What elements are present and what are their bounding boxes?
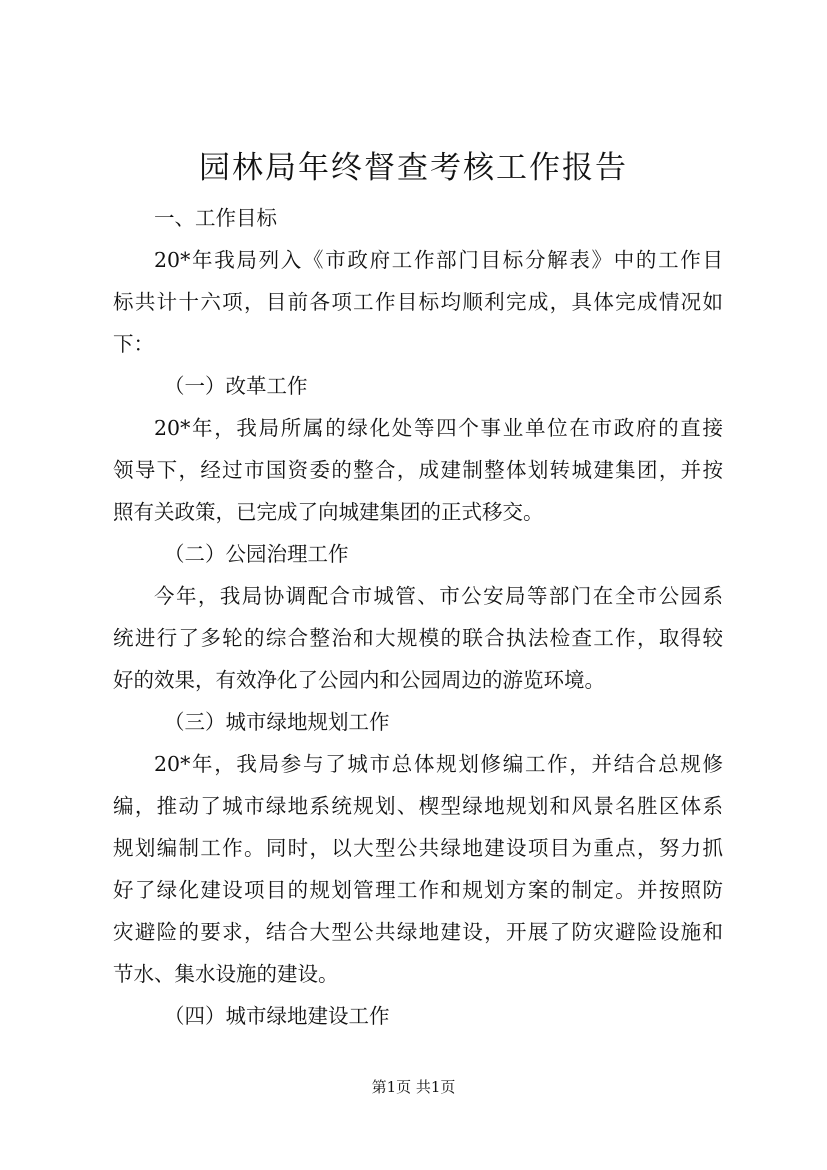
paragraph-line: 领导下，经过市国资委的整合，成建制整体划转城建集团，并按 bbox=[113, 458, 723, 482]
subsection-heading: （四）城市绿地建设工作 bbox=[164, 1004, 390, 1028]
section-heading: 一、工作目标 bbox=[154, 206, 277, 230]
paragraph-line: 规划编制工作。同时，以大型公共绿地建设项目为重点，努力抓 bbox=[113, 836, 723, 860]
paragraph-line: 下： bbox=[113, 332, 154, 356]
paragraph-line: 今年，我局协调配合市城管、市公安局等部门在全市公园系 bbox=[154, 584, 723, 608]
paragraph-line: 标共计十六项，目前各项工作目标均顺利完成，具体完成情况如 bbox=[113, 290, 723, 314]
paragraph-line: 20*年，我局参与了城市总体规划修编工作，并结合总规修 bbox=[154, 752, 723, 776]
paragraph-line: 统进行了多轮的综合整治和大规模的联合执法检查工作，取得较 bbox=[113, 626, 723, 650]
document-body bbox=[113, 197, 723, 1037]
subsection-heading: （三）城市绿地规划工作 bbox=[164, 710, 390, 734]
subsection-heading: （二）公园治理工作 bbox=[164, 542, 349, 566]
paragraph-line: 20*年，我局所属的绿化处等四个事业单位在市政府的直接 bbox=[154, 416, 723, 440]
paragraph-line: 好的效果，有效净化了公园内和公园周边的游览环境。 bbox=[113, 668, 605, 692]
paragraph-line: 编，推动了城市绿地系统规划、楔型绿地规划和风景名胜区体系 bbox=[113, 794, 723, 818]
paragraph-line: 照有关政策，已完成了向城建集团的正式移交。 bbox=[113, 500, 544, 524]
paragraph-line: 节水、集水设施的建设。 bbox=[113, 962, 339, 986]
document-title: 园林局年终督查考核工作报告 bbox=[199, 150, 628, 186]
paragraph-line: 灾避险的要求，结合大型公共绿地建设，开展了防灾避险设施和 bbox=[113, 920, 723, 944]
paragraph-line: 好了绿化建设项目的规划管理工作和规划方案的制定。并按照防 bbox=[113, 878, 723, 902]
page-number: 第1页 共1页 bbox=[371, 1078, 456, 1096]
paragraph-line: 20*年我局列入《市政府工作部门目标分解表》中的工作目 bbox=[154, 248, 723, 272]
subsection-heading: （一）改革工作 bbox=[164, 374, 308, 398]
